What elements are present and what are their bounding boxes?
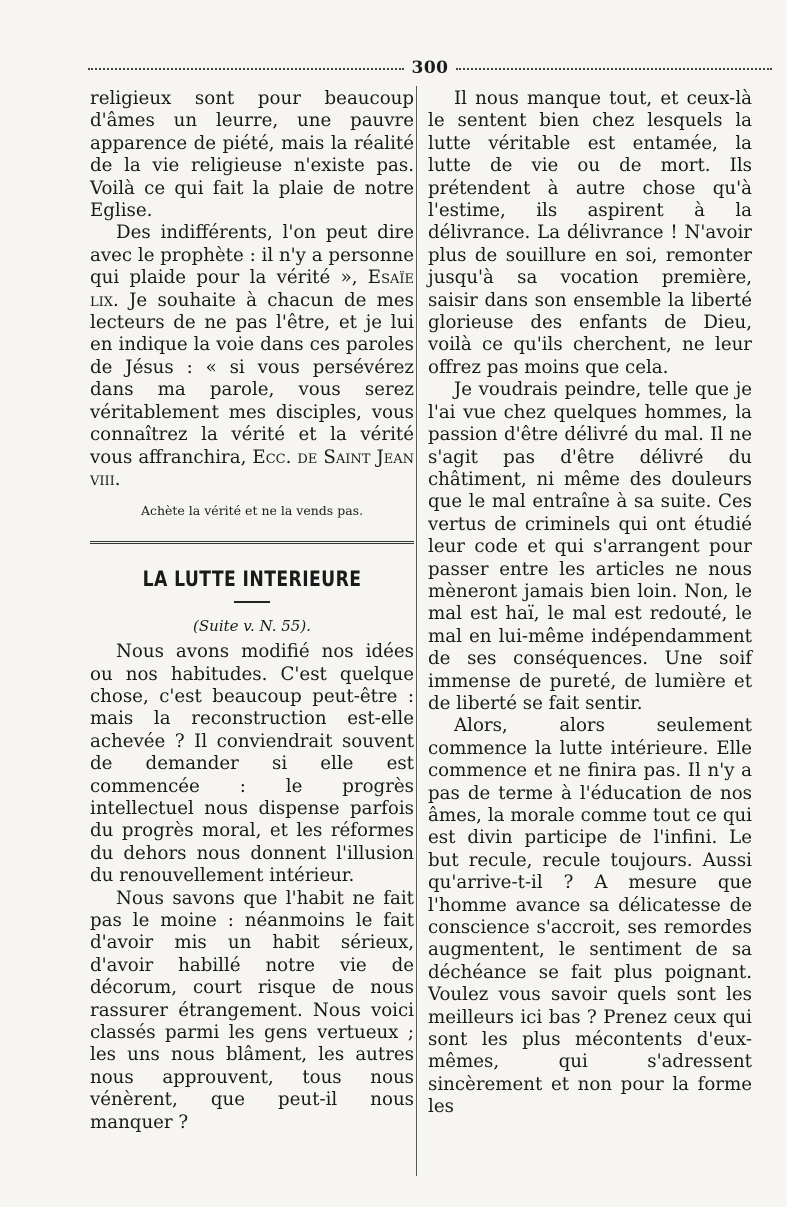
left-column [90,88,414,1134]
page-header [88,58,772,82]
motto-caption: Achète la vérité et ne la vends pas. [140,503,364,519]
right-column [428,88,752,1119]
section-title: LA LUTTE INTERIEURE [142,567,362,592]
paragraph-text: . [114,468,121,490]
paragraph: Il nous manque tout, et ceux-là le sentent bien chez lesquels la lutte véritable est entamée, la lutte de vie ou de mort. Ils prétendent à autre chose qu'à l'estime, ils aspirent à la délivrance. La délivrance ! N'avoir plus de souillure en soi, remonter jusqu'à sa vocation première, saisir dans son ensemble la liberté glorieuse des enfants de Dieu, voilà ce qu'ils cherchent, ne leur offrez pas moins que cela. [428,88,752,378]
section-separator [90,541,414,544]
column-divider [416,86,417,1176]
paragraph: Je voudrais peindre, telle que je l'ai vue chez quelques hommes, la passion d'être délivré du mal. Il ne s'agit pas d'être délivré du châtiment, ni même des douleurs que le mal entraîne à sa suite. Ces vertus de criminels qui ont étudié leur code et qui s'arrangent pour passer entre les articles ne nous mèneront jamais bien loin. Non, le mal est haï, le mal est redouté, le mal en lui-même indépendamment de ses conséquences. Une soif immense de pureté, de lumière et de liberté se fait sentir. [428,379,752,714]
paragraph: Nous avons modifié nos idées ou nos habitudes. C'est quelque chose, c'est beaucoup peut-être : mais la reconstruction est-elle achevée ? Il conviendrait souvent de demander si elle est commencée : le progrès intellectuel nous dispense parfois du progrès moral, et les réformes du dehors nous donnent l'illusion du renouvellement intérieur. [90,641,414,887]
header-dotted-rule-right [456,68,772,74]
title-underline [234,601,270,603]
paragraph: Nous savons que l'habit ne fait pas le moine : néanmoins le fait d'avoir mis un habit sérieux, d'avoir habillé notre vie de décorum, court risque de nous rassurer étrangement. Nous voici classés parmi les gens vertueux ; les uns nous blâment, les autres nous approuvent, tous nous vénèrent, que peut-il nous manquer ? [90,887,414,1133]
reference-esaie: Esaïe lix [90,267,414,311]
paragraph-continued: religieux sont pour beaucoup d'âmes un leurre, une pauvre apparence de piété, mais la réalité de la vie religieuse n'existe pas. Voilà ce qui fait la plaie de notre Eglise. [90,88,414,222]
section-subtitle: (Suite v. N. 55). [193,616,311,635]
paragraph-text: Des indifférents, l'on peut dire avec le prophète : il n'y a personne qui plaide pour la vérité », [90,222,414,289]
paragraph: Alors, alors seulement commence la lutte intérieure. Elle commence et ne finira pas. Il n'y a pas de terme à l'éducation de nos âmes, la morale comme tout ce qui est divin participe de l'infini. Le but recule, recule toujours. Aussi qu'arrive-t-il ? A mesure que l'homme avance sa délicatesse de conscience s'accroit, ses remordes augmentent, le sentiment de sa déchéance se fait plus poignant. Voulez vous savoir quels sont les meilleurs ici bas ? Prenez ceux qui sont les plus mécontents d'eux-mêmes, qui s'adressent sincèrement et non pour la forme les [428,715,752,1118]
reference-ecc: Ecc. de Saint Jean viii [90,446,414,490]
paragraph-indifferents [90,222,414,491]
page-number: 300 [411,58,449,78]
paragraph-text: . Je souhaite à chacun de mes lecteurs de ne pas l'être, et je lui en indique la voie dans ces paroles de Jésus : « si vous persévérez dans ma parole, vous serez véritablement mes disciples, vous connaîtrez la vérité et la vérité vous affranchira, [90,289,414,468]
